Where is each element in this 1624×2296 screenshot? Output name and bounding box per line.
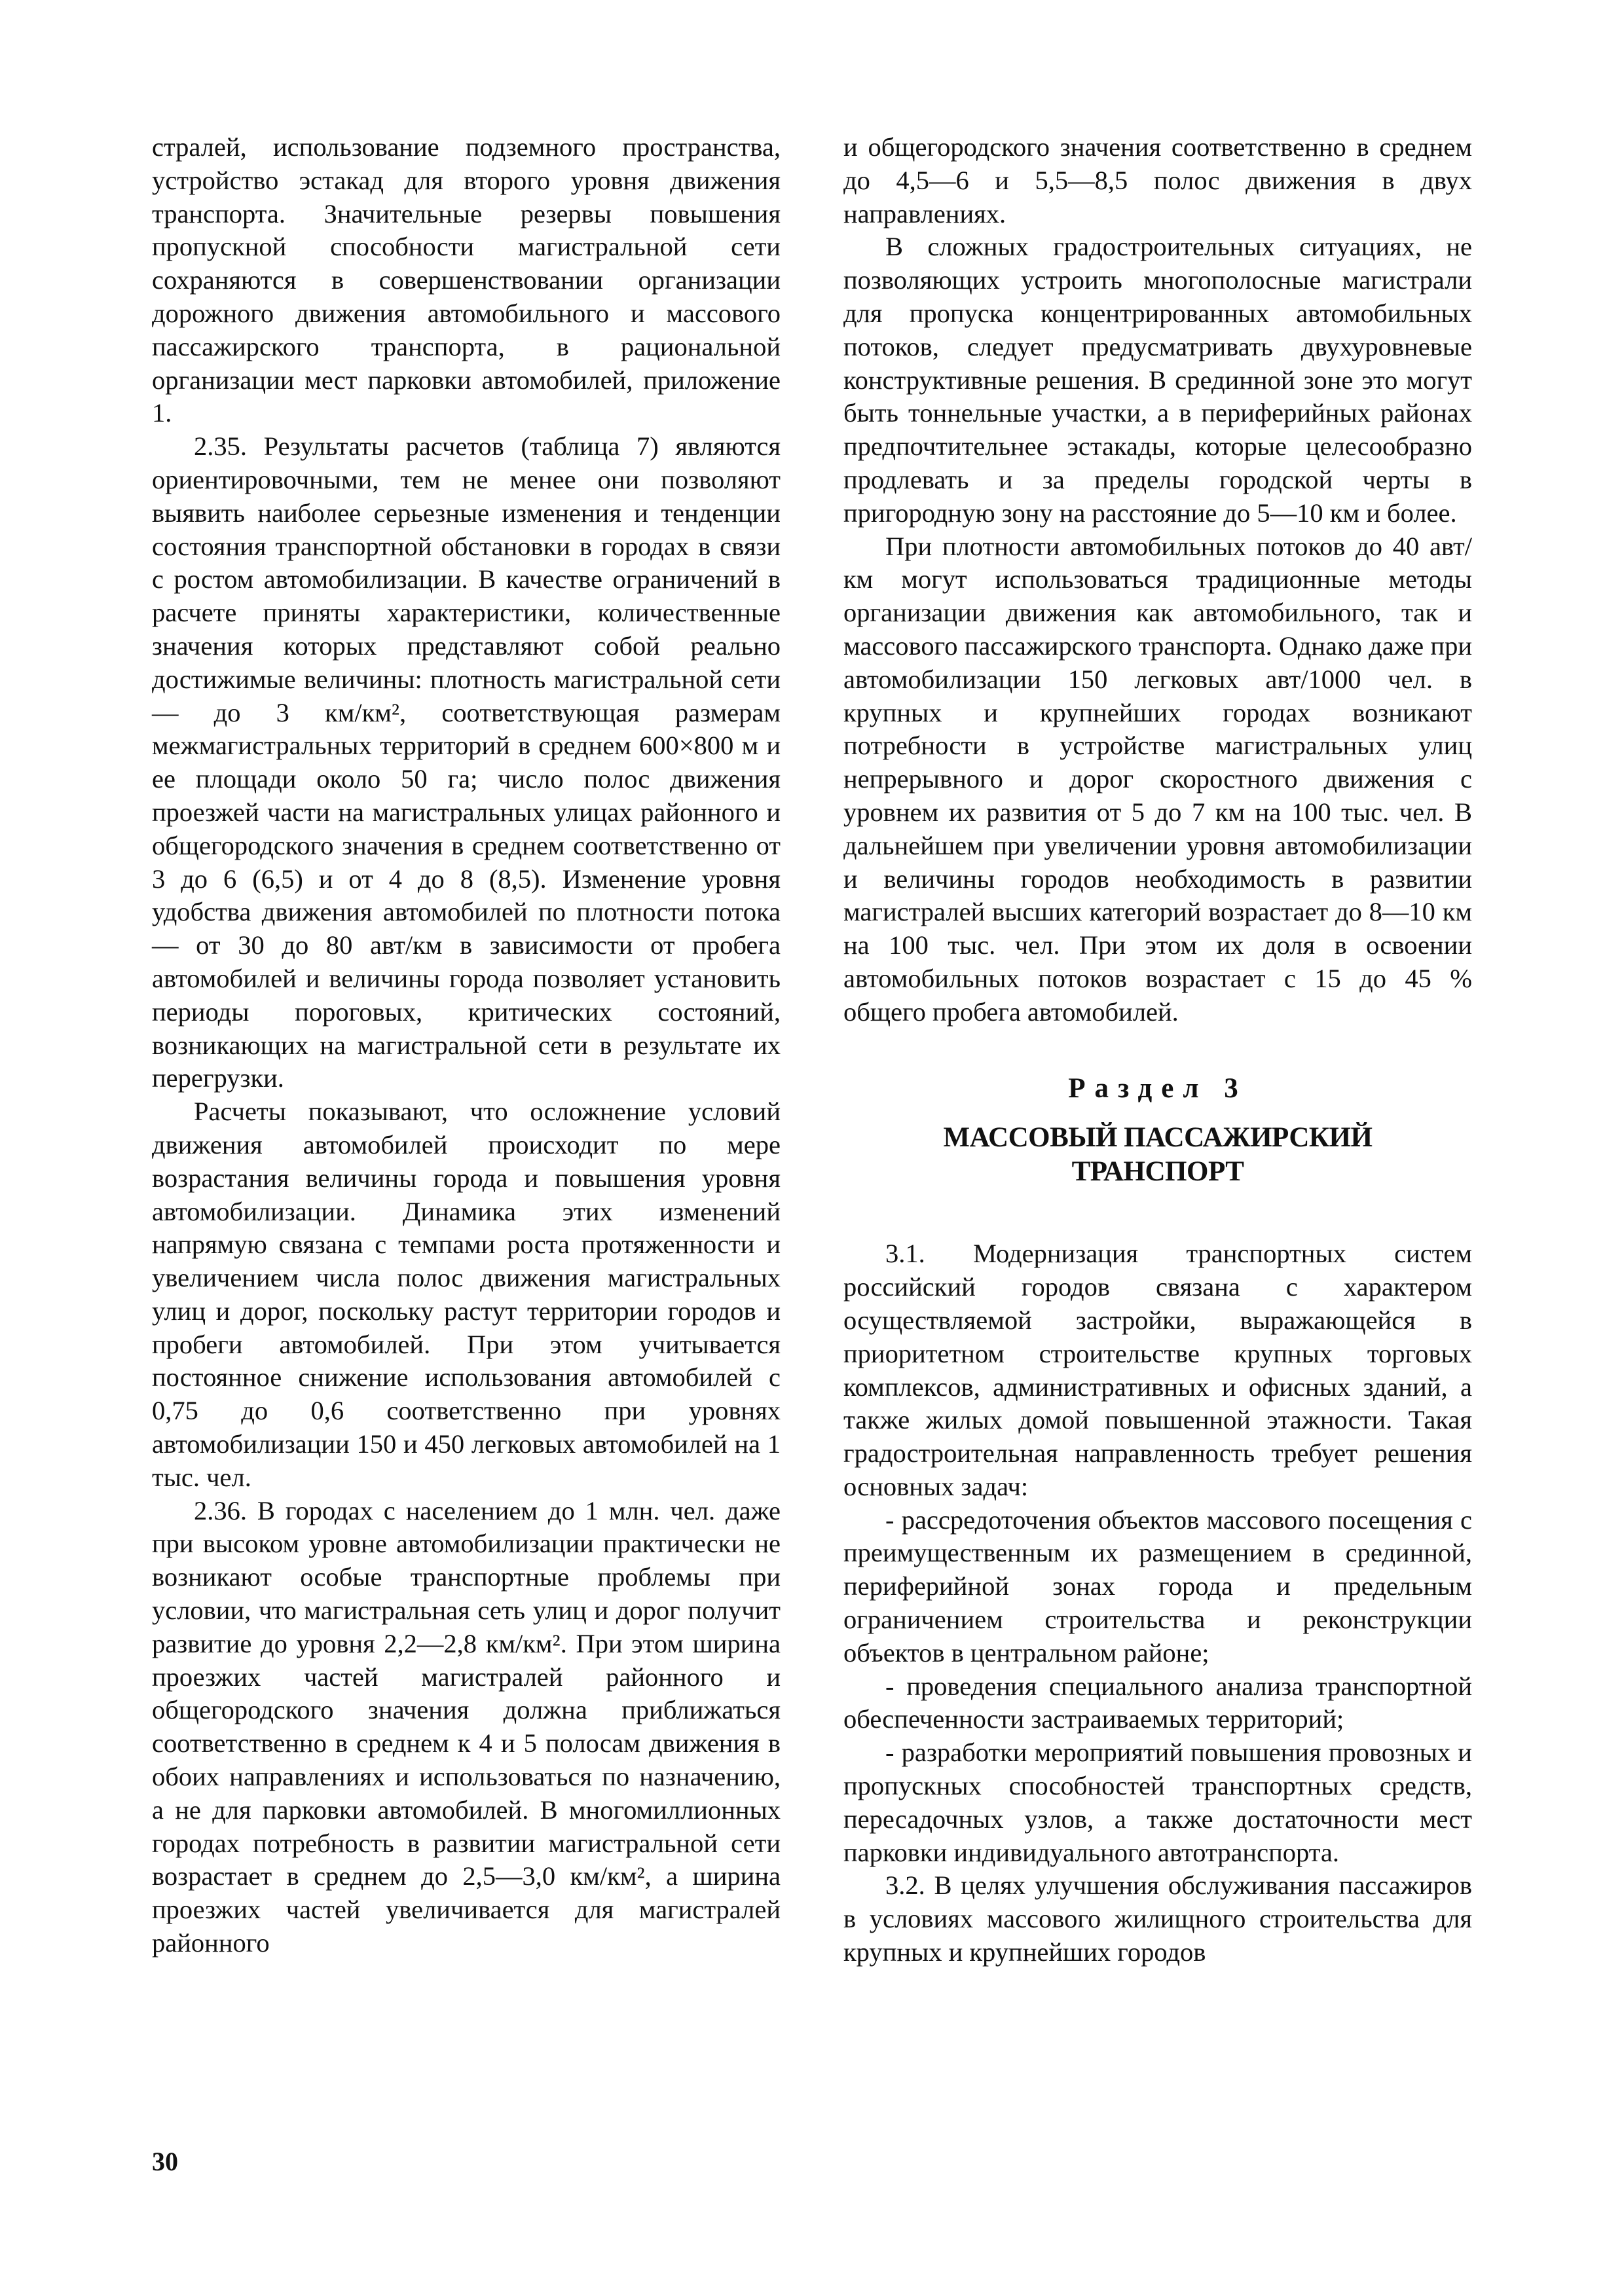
right-paragraph-2: В сложных градостроительных ситуациях, не позволяющих устроить многополосные магистрали для пропуска концентрированных автомобильных потоков, следует предусматривать двухуровневые конструктивные решения. В срединной зоне это могут быть тоннельные участки, а в периферийных районах предпочтительнее эстакады, которые целесообразно продлевать и за пределы городской черты в пригородную зону на расстояние до 5—10 км и более. [843,232,1472,528]
bullet-item-1: - рассредоточения объектов массового посещения с преимущественным их размещением в срединной, периферийной зонах города и предельным ограничением строительства и реконструкции объектов в центральном районе; [843,1504,1472,1667]
bullet-item-2: - проведения специального анализа транспортной обеспеченности застраиваемых территорий; [843,1671,1472,1734]
section-title-line-1: МАССОВЫЙ ПАССАЖИРСКИЙ [943,1122,1373,1154]
bullet-item-3: - разработки мероприятий повышения провозных и пропускных способностей транспортных средств, пересадочных узлов, а также достаточности мест парковки индивидуального автотранспорта. [843,1738,1472,1867]
left-paragraph-2: 2.35. Результаты расчетов (таблица 7) являются ориентировочными, тем не менее они позволяют выявить наиболее серьезные изменения и тенденции состояния транспортной обстановки в городах в связи с ростом автомобилизации. В качестве ограничений в расчете приняты характеристики, количественные значения которых представляют собой реально достижимые величины: плотность магистральной сети — до 3 км/км², соответствующая размерам межмагистральных территорий в среднем 600×800 м и ее площади около 50 га; число полос движения проезжей части на магистральных улицах районного и общегородского значения в среднем соответственно от 3 до 6 (6,5) и от 4 до 8 (8,5). Изменение уровня удобства движения автомобилей по плотности потока — от 30 до 80 авт/км в зависимости от пробега автомобилей и величины города позволяет установить периоды пороговых, критических состояний, возникающих на магистральной сети в результате их перегрузки. [152,431,781,1093]
left-paragraph-1: стралей, использование подземного пространства, устройство эстакад для второго уровня движения транспорта. Значительные резервы повышения пропускной способности магистральной сети сохраняются в совершенствовании организации дорожного движения автомобильного и массового пассажирского транспорта, в рациональной организации мест парковки автомобилей, приложение 1. [152,132,781,428]
left-column [152,131,781,1960]
section-label: Раздел 3 [1068,1072,1247,1104]
left-paragraph-4: 2.36. В городах с населением до 1 млн. чел. даже при высоком уровне автомобилизации практически не возникают особые транспортные проблемы при условии, что магистральная сеть улиц и дорог получит развитие до уровня 2,2—2,8 км/км². При этом ширина проезжих частей магистралей районного и общегородского значения должна приближаться соответственно в среднем к 4 и 5 полосам движения в обоих направлениях и использоваться по назначению, а не для парковки автомобилей. В многомиллионных городах потребность в развитии магистральной сети возрастает в среднем до 2,5—3,0 км/км², а ширина проезжих частей увеличивается для магистралей районного [152,1495,781,1958]
right-paragraph-5: 3.2. В целях улучшения обслуживания пассажиров в условиях массового жилищного строительства для крупных и крупнейших городов [843,1870,1472,1967]
right-paragraph-3: При плотности автомобильных потоков до 40 авт/км могут использоваться традиционные методы организации движения как автомобильного, так и массового пассажирского транспорта. Однако даже при автомобилизации 150 легковых авт/1000 чел. в крупных и крупнейших городах возникают потребности в устройстве магистральных улиц непрерывного и дорог скоростного движения с уровнем их развития от 5 до 7 км на 100 тыс. чел. В дальнейшем при увеличении уровня автомобилизации и величины городов необходимость в развитии магистралей высших категорий возрастает до 8—10 км на 100 тыс. чел. При этом их доля в освоении автомобильных потоков возрастает с 15 до 45 % общего пробега автомобилей. [843,531,1472,1027]
section-title [843,1121,1472,1189]
section-title-line-2: ТРАНСПОРТ [1071,1156,1244,1188]
right-paragraph-1: и общегородского значения соответственно в среднем до 4,5—6 и 5,5—8,5 полос движения в двух направлениях. [843,132,1472,228]
left-paragraph-3: Расчеты показывают, что осложнение условий движения автомобилей происходит по мере возрастания величины города и повышения уровня автомобилизации. Динамика этих изменений напрямую связана с темпами роста протяженности и увеличением числа полос движения магистральных улиц и дорог, поскольку растут территории городов и пробеги автомобилей. При этом учитывается постоянное снижение использования автомобилей с 0,75 до 0,6 соответственно при уровнях автомобилизации 150 и 450 легковых автомобилей на 1 тыс. чел. [152,1097,781,1492]
right-column [843,131,1472,1969]
right-paragraph-4: 3.1. Модернизация транспортных систем российский городов связана с характером осуществляемой застройки, выражающейся в приоритетном строительстве крупных торговых комплексов, административных и офисных зданий, а также жилых домой повышенной этажности. Такая градостроительная направленность требует решения основных задач: [843,1239,1472,1501]
page-number: 30 [152,2147,178,2176]
